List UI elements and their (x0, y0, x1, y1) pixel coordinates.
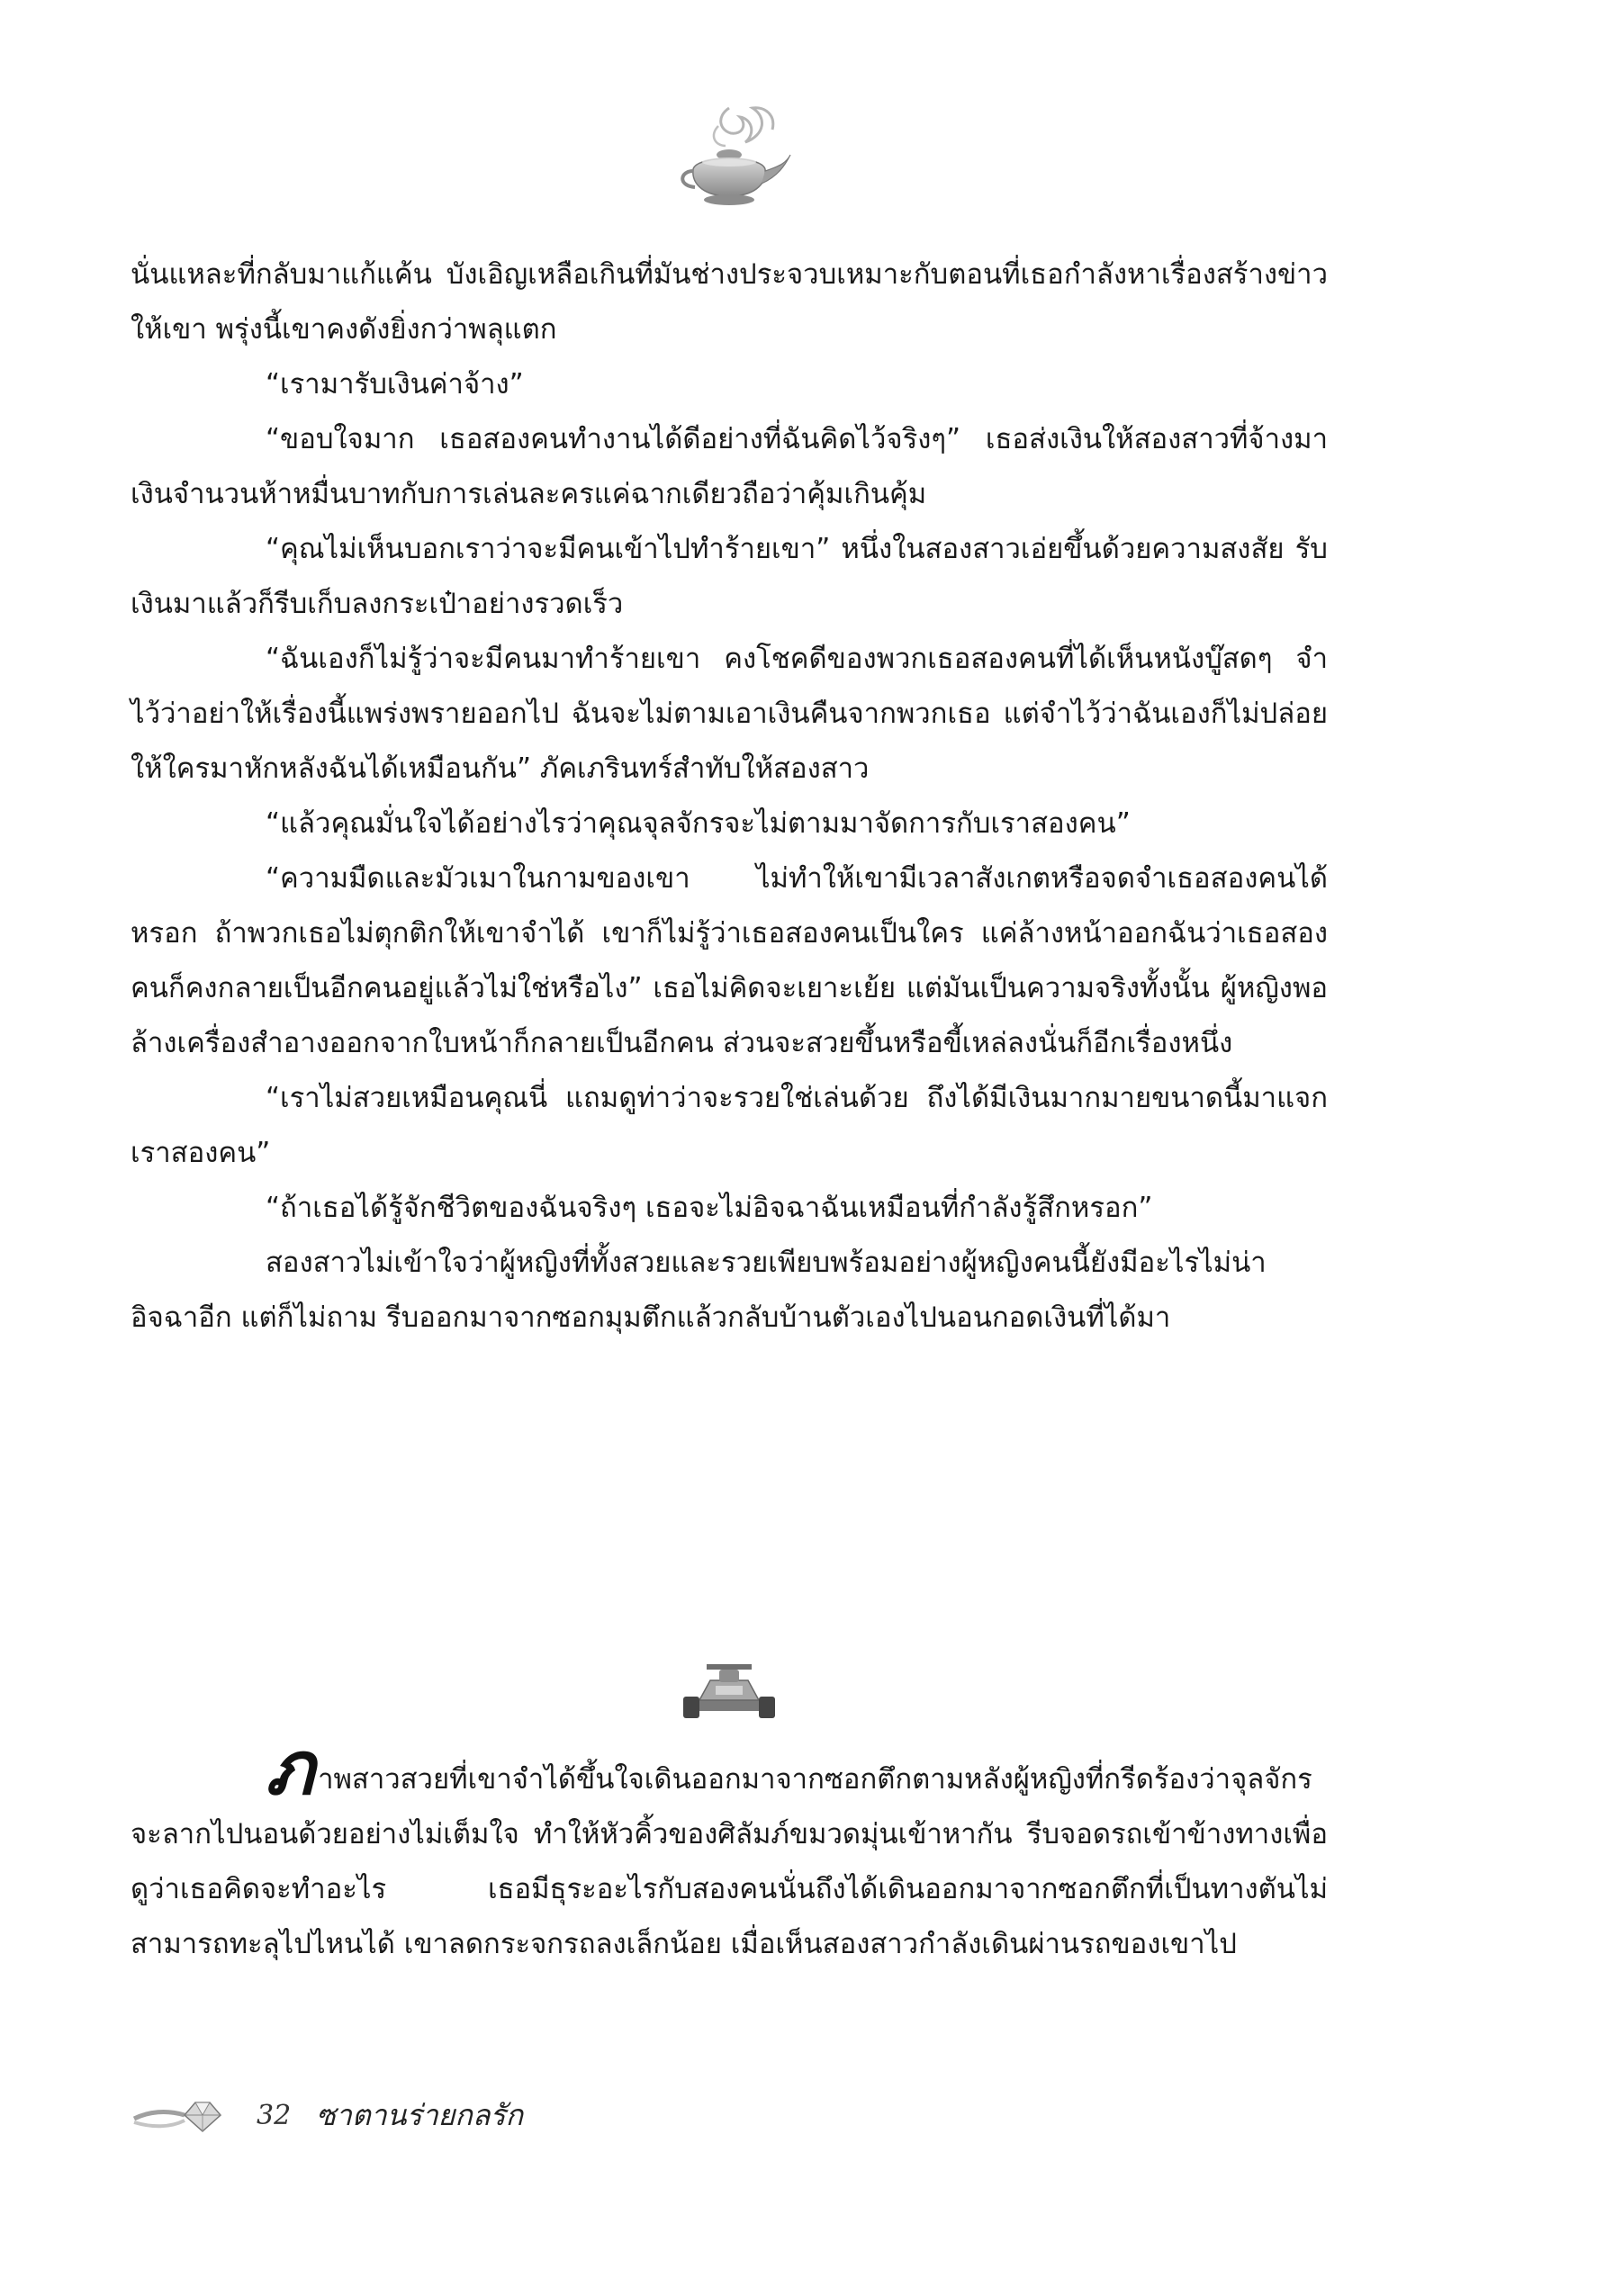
paragraph: “แล้วคุณมั่นใจได้อย่างไรว่าคุณจุลจักรจะไม่ตามมาจัดการกับเราสองคน” (266, 807, 1131, 840)
paragraph: “ความมืดและมัวเมาในกามของเขา ไม่ทำให้เขามีเวลาสังเกตหรือจดจำเธอสองคนได้หรอก ถ้าพวกเธอไม่ตุกติกให้เขาจำได้ เขาก็ไม่รู้ว่าเธอสองคนเป็นใคร แค่ล้างหน้าออกฉันว่าเธอสองคนก็คงกลายเป็นอีกคนอยู่แล้วไม่ใช่หรือไง” เธอไม่คิดจะเยาะเย้ย แต่มันเป็นความจริงทั้งนั้น ผู้หญิงพอล้างเครื่องสำอางออกจากใบหน้าก็กลายเป็นอีกคน ส่วนจะสวยขึ้นหรือขี้เหล่ลงนั่นก็อีกเรื่องหนึ่ง (131, 862, 1328, 1059)
drop-cap: ภ (266, 1725, 315, 1812)
page-footer (131, 2088, 523, 2142)
paragraph: สองสาวไม่เข้าใจว่าผู้หญิงที่ทั้งสวยและรวยเพียบพร้อมอย่างผู้หญิงคนนี้ยังมีอะไรไม่น่าอิจฉาอีก แต่ก็ไม่ถาม รีบออกมาจากซอกมุมตึกแล้วกลับบ้านตัวเองไปนอนกอดเงินที่ได้มา (131, 1247, 1267, 1334)
paragraph: “ฉันเองก็ไม่รู้ว่าจะมีคนมาทำร้ายเขา คงโชคดีของพวกเธอสองคนที่ได้เห็นหนังบู๊สดๆ จำไว้ว่าอย่าให้เรื่องนี้แพร่งพรายออกไป ฉันจะไม่ตามเอาเงินคืนจากพวกเธอ แต่จำไว้ว่าฉันเองก็ไม่ปล่อยให้ใครมาหักหลังฉันได้เหมือนกัน” ภัคเภรินทร์สำทับให้สองสาว (131, 643, 1328, 785)
paragraph: “เรามารับเงินค่าจ้าง” (266, 368, 524, 401)
paragraph: “คุณไม่เห็นบอกเราว่าจะมีคนเข้าไปทำร้ายเขา” หนึ่งในสองสาวเอ่ยขึ้นด้วยความสงสัย รับเงินมาแล้วก็รีบเก็บลงกระเป๋าอย่างรวดเร็ว (131, 533, 1328, 620)
book-title: ซาตานร่ายกลรัก (316, 2097, 523, 2132)
teapot-lamp-icon (666, 99, 792, 216)
paragraph: นั่นแหละที่กลับมาแก้แค้น บังเอิญเหลือเกินที่มันช่างประจวบเหมาะกับตอนที่เธอกำลังหาเรื่องสร้างข่าวให้เขา พรุ่งนี้เขาคงดังยิ่งกว่าพลุแตก (131, 258, 1328, 346)
diamond-ring-icon (131, 2095, 230, 2135)
paragraph: “เราไม่สวยเหมือนคุณนี่ แถมดูท่าว่าจะรวยใช่เล่นด้วย ถึงได้มีเงินมากมายขนาดนี้มาแจกเราสองคน” (131, 1082, 1328, 1169)
body-text-section-2 (131, 1725, 1328, 1972)
paragraph: “ถ้าเธอได้รู้จักชีวิตของฉันจริงๆ เธอจะไม่อิจฉาฉันเหมือนที่กำลังรู้สึกหรอก” (266, 1192, 1153, 1224)
section-2-text: าพสาวสวยที่เขาจำได้ขึ้นใจเดินออกมาจากซอกตึกตามหลังผู้หญิงที่กรีดร้องว่าจุลจักรจะลากไปนอนด้วยอย่างไม่เต็มใจ ทำให้หัวคิ้วของศิลัมภ์ขมวดมุ่นเข้าหากัน รีบจอดรถเข้าข้างทางเพื่อดูว่าเธอคิดจะทำอะไร เธอมีธุระอะไรกับสองคนนั่นถึงได้เดินออกมาจากซอกตึกที่เป็นทางตันไม่สามารถทะลุไปไหนได้ เขาลดกระจกรถลงเล็กน้อย เมื่อเห็นสองสาวกำลังเดินผ่านรถของเขาไป (131, 1763, 1328, 1960)
body-text-section-1 (131, 248, 1328, 1346)
paragraph: “ขอบใจมาก เธอสองคนทำงานได้ดีอย่างที่ฉันคิดไว้จริงๆ” เธอส่งเงินให้สองสาวที่จ้างมา เงินจำนวนห้าหมื่นบาทกับการเล่นละครแค่ฉากเดียวถือว่าคุ้มเกินคุ้ม (131, 423, 1328, 510)
section-2-paragraph (131, 1725, 1328, 1972)
page-number: 32 (257, 2099, 292, 2131)
race-car-icon (680, 1661, 779, 1724)
